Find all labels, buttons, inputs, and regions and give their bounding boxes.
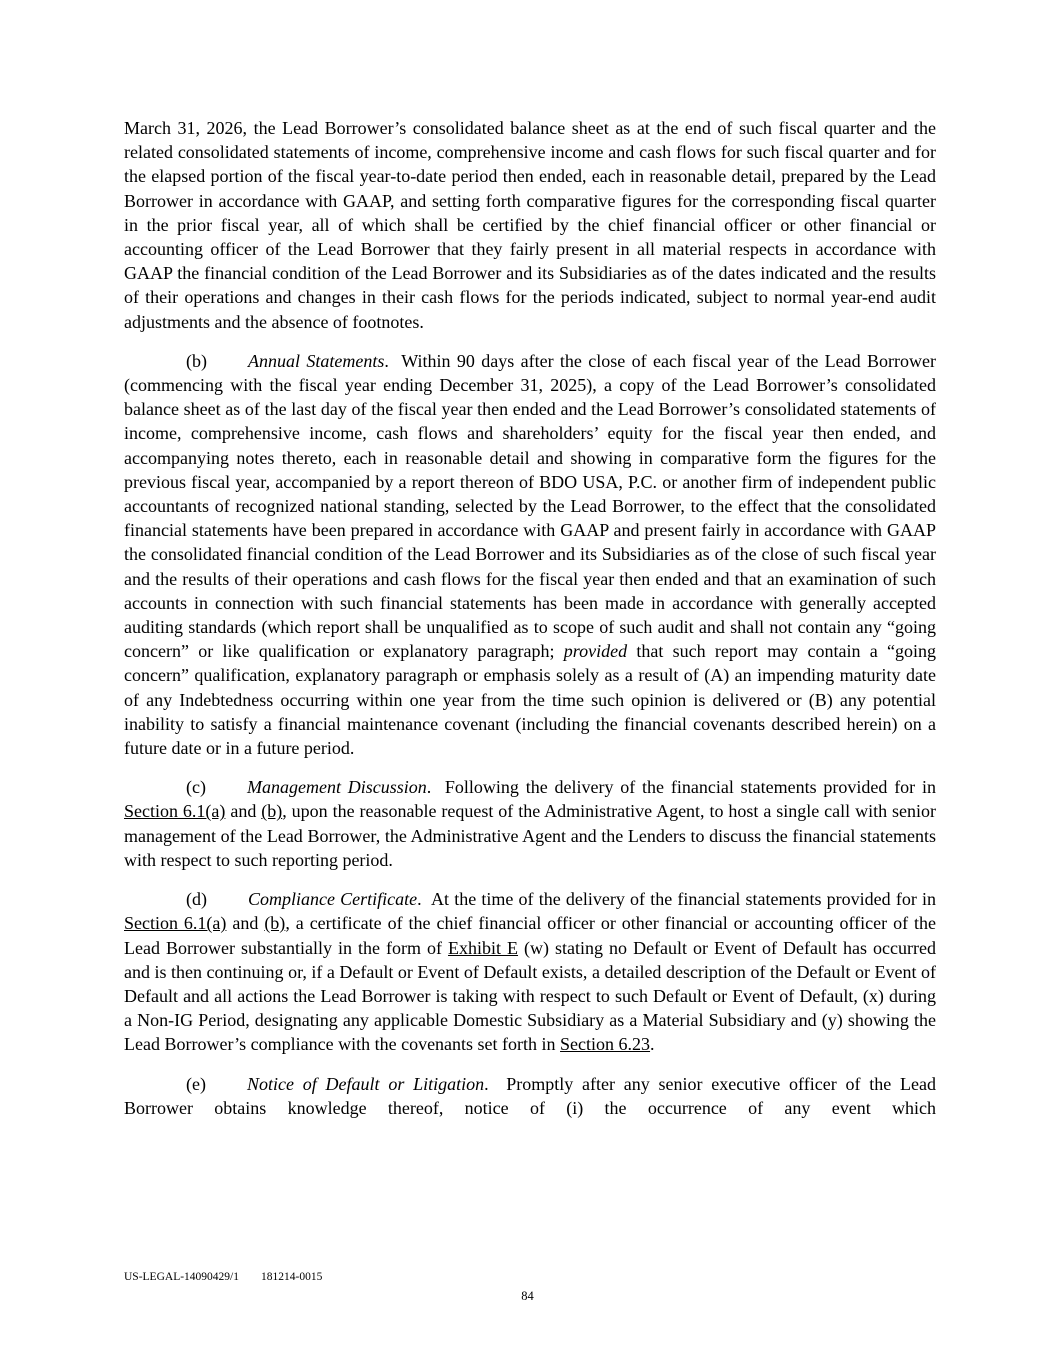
page-number: 84 (521, 1289, 534, 1303)
text-run: March 31, 2026, the Lead Borrower’s consolidated balance sheet as at the end of such fiscal quarter and the related consolidated statements of income, comprehensive income and cash flows for such fiscal quarter and for the elapsed portion of the fiscal year-to-date period then ended, each in reasonable detail, prepared by the Lead Borrower in accordance with GAAP, and setting forth comparative figures for the corresponding fiscal quarter in the prior fiscal year, all of which shall be certified by the chief financial officer or other financial or accounting officer of the Lead Borrower that they fairly present in all material respects in accordance with GAAP the financial condition of the Lead Borrower and its Subsidiaries as of the dates indicated and the results of their operations and changes in their cash flows for the periods indicated, subject to normal year-end audit adjustments and the absence of footnotes. (124, 118, 936, 332)
text-run: Notice of Default or Litigation (246, 1073, 485, 1094)
text-run: . Within 90 days after the close of each fiscal year of the Lead Borrower (commencing with the fiscal year ending December 31, 2025), a copy of the Lead Borrower’s consolidated balance sheet as of the last day of the fiscal year then ended and the Lead Borrower’s consolidated statements of income, comprehensive income, cash flows and shareholders’ equity for the fiscal year then ended, and accompanying notes thereto, each in reasonable detail and showing in comparative form the figures for the previous fiscal year, accompanied by a report thereon of BDO USA, P.C. or another firm of independent public accountants of recognized national standing, selected by the Lead Borrower, to the effect that the consolidated financial statements have been prepared in accordance with GAAP and present fairly in accordance with GAAP the consolidated financial condition of the Lead Borrower and its Subsidiaries as of the close of such fiscal year and the results of their operations and cash flows for the fiscal year then ended and that an examination of such accounts in connection with such financial statements has been made in accordance with generally accepted auditing standards (which report shall be unqualified as to scope of such audit and shall not contain any “going concern” or like qualification or explanatory paragraph; (124, 350, 936, 662)
text-run: and (225, 801, 262, 822)
footer (124, 1270, 322, 1284)
footer-matter-id: 181214-0015 (261, 1271, 323, 1283)
text-run: (w) stating no Default or Event of Default has occurred and is then continuing or, if a Default or Event of Default exists, a detailed description of the Default or Event of Default and all actions the Lead Borrower is taking with respect to such Default or Event of Default, (x) during a Non-IG Period, designating any applicable Domestic Subsidiary as a Material Subsidiary and (y) showing the Lead Borrower’s compliance with the covenants set forth in (124, 937, 937, 1055)
text-run: (b) (264, 913, 286, 934)
document-body (124, 116, 936, 1135)
text-run: (b) (186, 350, 207, 371)
text-run: Section 6.1(a) (124, 913, 227, 934)
footer-doc-id: US-LEGAL-14090429/1 (124, 1271, 239, 1283)
text-run: . Promptly after any senior executive officer of the Lead Borrower obtains knowledge thereof, notice of (i) the occurrence of any event which (124, 1073, 937, 1118)
text-run: (d) (186, 889, 207, 910)
text-run: . (650, 1034, 655, 1055)
text-run: . Following the delivery of the financial statements provided for in (426, 777, 936, 798)
text-run: Exhibit E (448, 937, 519, 958)
paragraph (124, 1072, 936, 1120)
text-run: that such report may contain a “going concern” qualification, explanatory paragraph or emphasis solely as a result of (A) an impending maturity date of any Indebtedness occurring within one year from the time such opinion is delivered or (B) any potential inability to satisfy a financial maintenance covenant (including the financial covenants described herein) on a future date or in a future period. (124, 641, 936, 759)
text-run: Section 6.23 (560, 1034, 651, 1055)
paragraph (124, 775, 936, 872)
paragraph (124, 116, 936, 334)
text-run: (e) (186, 1073, 206, 1094)
text-run: , a certificate of the chief financial officer or other financial or accounting officer of the Lead Borrower substantially in the form of (124, 913, 937, 958)
text-run: . At the time of the delivery of the financial statements provided for in (417, 889, 937, 910)
text-run: Compliance Certificate (248, 889, 418, 910)
text-run: Section 6.1(a) (124, 801, 226, 822)
paragraph (124, 887, 936, 1056)
text-run: (b) (261, 801, 283, 822)
text-run: Annual Statements (248, 350, 385, 371)
text-run: Management Discussion (246, 777, 427, 798)
text-run: (c) (186, 777, 206, 798)
text-run: and (226, 913, 265, 934)
text-run: provided (563, 641, 628, 662)
text-run: , upon the reasonable request of the Administrative Agent, to host a single call with senior management of the Lead Borrower, the Administrative Agent and the Lenders to discuss the financial statements with respect to such reporting period. (124, 801, 937, 870)
paragraph (124, 349, 936, 760)
